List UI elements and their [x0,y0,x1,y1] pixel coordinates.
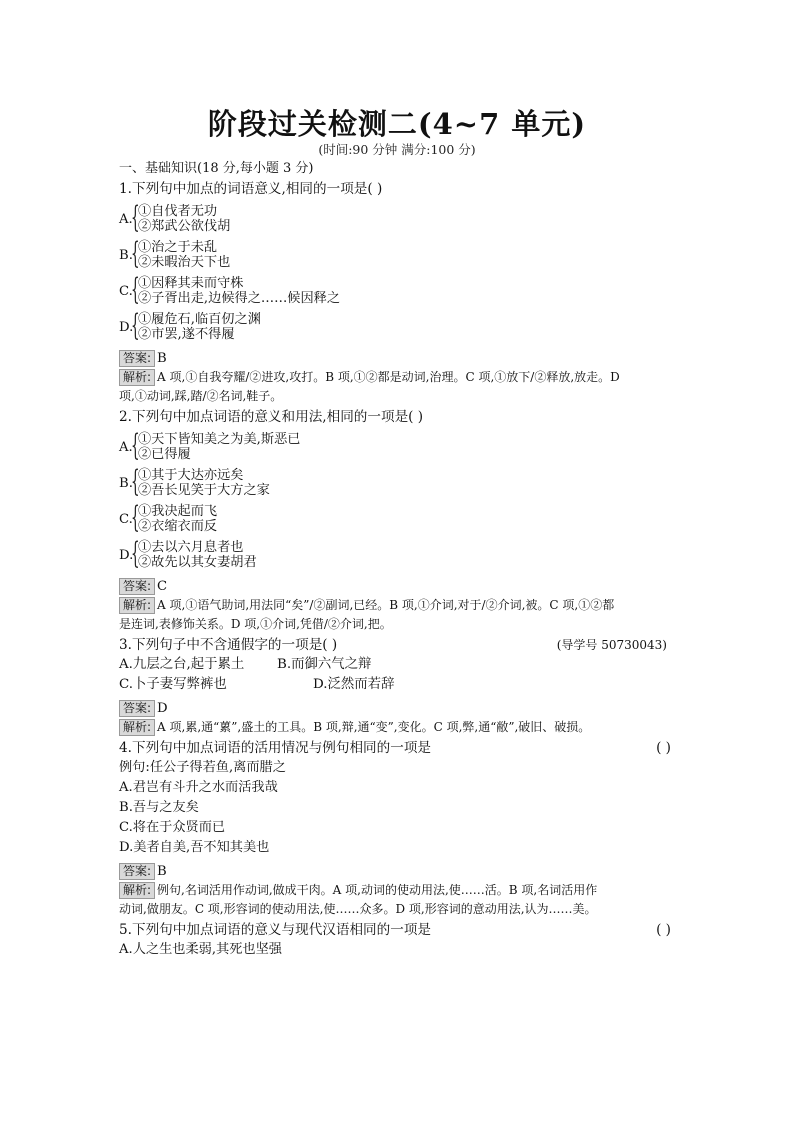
brace-icon: { [131,428,140,463]
option-line-2: ②郑武公欲伐胡 [138,219,231,234]
explain-tag: 解析: [119,882,155,899]
question-3-options-row-2 [119,675,679,695]
explanation-text: 例句,名词活用作动词,做成干肉。A 项,动词的使动用法,使……活。B 项,名词活用作 [157,883,598,897]
option-line-1: ①天下皆知美之为美,斯恶已 [138,432,301,447]
explanation-text: A 项,①语气助词,用法同“矣”/②副词,已经。B 项,①介词,对于/②介词,被。C 项,①②都 [157,598,615,612]
option-line-2: ②子胥出走,边候得之……候因释之 [138,291,341,306]
answer-paren: ( ) [656,922,671,938]
question-4-option-c: C.将在于众贤而已 [119,820,226,835]
explain-tag: 解析: [119,597,155,614]
brace-icon: { [131,464,140,499]
explanation-text: A 项,累,通“蔂”,盛土的工具。B 项,辩,通“变”,变化。C 项,弊,通“敝”,破旧、破损。 [157,720,591,734]
answer-value: B [157,864,167,879]
question-stem-text: 4.下列句中加点词语的活用情况与例句相同的一项是 [119,740,432,756]
explain-tag: 解析: [119,369,155,386]
explain-tag: 解析: [119,719,155,736]
brace-icon: { [131,500,140,535]
brace-icon: { [131,272,140,307]
guide-number: (导学号 50730043) [556,638,667,652]
question-1-answer [119,349,679,368]
option-line-2: ②故先以其女妻胡君 [138,555,257,570]
answer-value: C [157,579,168,594]
option-letter: D. [119,548,134,563]
answer-paren: ( ) [656,740,671,756]
question-1-option-c [119,272,679,307]
option-letter: D. [119,320,134,335]
page-title: 阶段过关检测二(4~7 单元) [207,107,587,141]
question-4-explanation [119,881,679,900]
question-1-option-d [119,308,679,343]
answer-tag: 答案: [119,700,155,717]
question-2-explanation-cont: 是连词,表修饰关系。D 项,①介词,凭借/②介词,把。 [119,617,392,631]
question-stem-text: 5.下列句中加点词语的意义与现代汉语相同的一项是 [119,922,432,938]
question-3-explanation [119,718,679,737]
brace-icon: { [131,200,140,235]
answer-tag: 答案: [119,350,155,367]
option-letter: B. [119,476,133,491]
question-2-stem: 2.下列句中加点词语的意义和用法,相同的一项是( ) [119,409,424,425]
option-line-1: ①治之于未乱 [138,240,218,255]
answer-tag: 答案: [119,578,155,595]
page-subtitle: (时间:90 分钟 满分:100 分) [318,142,476,157]
question-4-example: 例句:任公子得若鱼,离而腊之 [119,760,286,775]
option-line-2: ②市罢,遂不得履 [138,327,235,342]
question-3-stem [119,635,679,655]
question-4-option-a: A.君岂有斗升之水而活我哉 [119,780,278,795]
question-2-explanation [119,596,679,615]
question-4-answer [119,862,679,881]
question-stem-text: 3.下列句子中不含通假字的一项是( ) [119,637,338,653]
brace-icon: { [131,308,140,343]
question-1-option-a [119,200,679,235]
question-2-option-a [119,428,679,463]
option-line-2: ②吾长见笑于大方之家 [138,483,270,498]
brace-icon: { [131,536,140,571]
option-letter: C. [119,512,133,527]
option-line-1: ①我决起而飞 [138,504,218,519]
option-d: D.泛然而若辞 [313,677,395,692]
question-4-option-b: B.吾与之友矣 [119,800,199,815]
question-5-stem [119,920,679,940]
answer-value: B [157,351,167,366]
option-letter: A. [119,212,133,227]
option-line-2: ②衣缩衣而反 [138,519,218,534]
question-1-explanation-cont: 项,①动词,踩,踏/②名词,鞋子。 [119,389,283,403]
question-4-stem [119,738,679,758]
question-2-option-c [119,500,679,535]
question-2-option-b [119,464,679,499]
option-line-1: ①自伐者无功 [138,204,218,219]
question-1-stem: 1.下列句中加点的词语意义,相同的一项是( ) [119,181,383,197]
question-4-option-d: D.美者自美,吾不知其美也 [119,840,270,855]
answer-tag: 答案: [119,863,155,880]
question-2-answer [119,577,679,596]
option-line-2: ②已得履 [138,447,191,462]
question-3-answer [119,699,679,718]
question-5-option-a: A.人之生也柔弱,其死也坚强 [119,942,282,957]
option-letter: C. [119,284,133,299]
option-line-1: ①其于大达亦远矣 [138,468,244,483]
option-c: C.卜子妻写弊裤也 [119,677,227,692]
section-heading: 一、基础知识(18 分,每小题 3 分) [119,161,314,176]
option-line-1: ①履危石,临百仞之渊 [138,312,261,327]
option-letter: B. [119,248,133,263]
option-letter: A. [119,440,133,455]
option-line-1: ①去以六月息者也 [138,540,244,555]
option-a: A.九层之台,起于累土 [119,657,245,672]
answer-value: D [157,701,168,716]
question-1-option-b [119,236,679,271]
question-2-option-d [119,536,679,571]
option-line-1: ①因释其耒而守株 [138,276,244,291]
question-1-explanation [119,368,679,387]
option-b: B.而御六气之辩 [277,657,372,672]
explanation-text: A 项,①自我夸耀/②进攻,攻打。B 项,①②都是动词,治理。C 项,①放下/②释放,放走。D [157,370,620,384]
question-4-explanation-cont: 动词,做朋友。C 项,形容词的使动用法,使……众多。D 项,形容词的意动用法,认为……美。 [119,902,597,916]
document-content [119,160,679,960]
option-line-2: ②未暇治天下也 [138,255,231,270]
question-3-options-row-1 [119,655,679,675]
brace-icon: { [131,236,140,271]
